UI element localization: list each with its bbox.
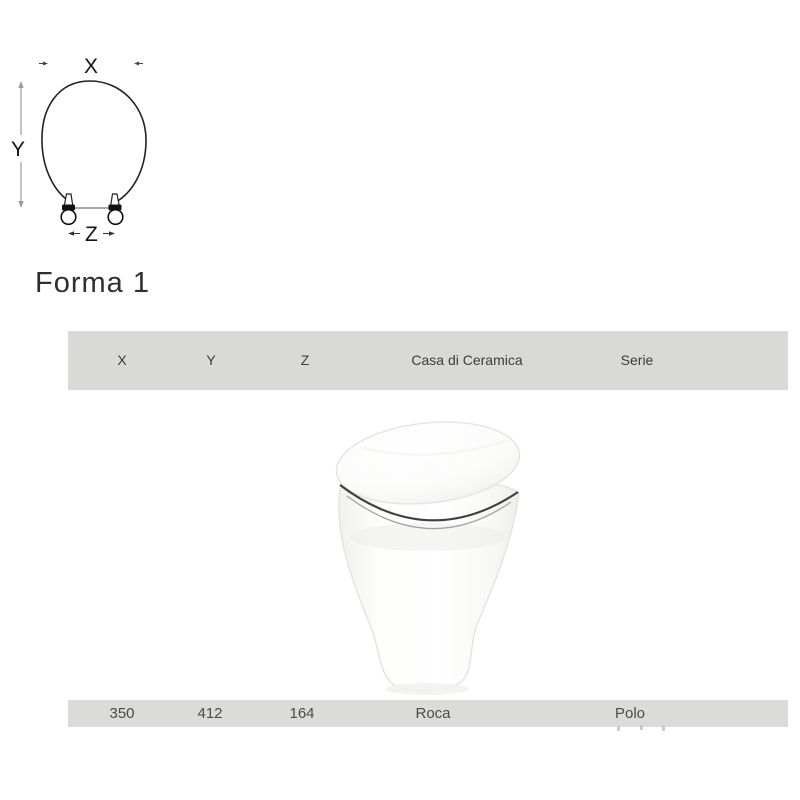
clipped-text-fragment xyxy=(662,726,665,731)
header-col-z: Z xyxy=(300,352,310,368)
clipped-text-fragment xyxy=(617,726,620,731)
diagram-y-label: Y xyxy=(11,138,26,161)
header-col-serie: Serie xyxy=(620,352,654,368)
left-hinge-bolt xyxy=(61,210,76,225)
seat-dimension-diagram xyxy=(0,40,180,250)
spec-table-header xyxy=(68,331,788,390)
row-value-z: 164 xyxy=(289,705,315,722)
header-col-y: Y xyxy=(206,352,216,368)
toilet-bowl-body xyxy=(339,478,519,691)
foot-shade xyxy=(385,683,469,695)
row-value-casa-di-ceramica: Roca xyxy=(415,705,451,722)
clipped-text-fragment xyxy=(640,725,643,730)
shape-title: Forma 1 xyxy=(35,267,150,299)
diagram-x-label: X xyxy=(84,55,99,78)
seat-outline xyxy=(42,81,146,202)
diagram-z-label: Z xyxy=(85,223,98,246)
spec-table-row xyxy=(68,700,788,727)
header-col-casa-di-ceramica: Casa di Ceramica xyxy=(411,352,523,368)
right-hinge-bolt xyxy=(108,210,123,225)
product-photo-toilet xyxy=(300,405,560,705)
row-value-serie: Polo xyxy=(614,705,646,722)
bowl-underseat-shade xyxy=(350,523,506,551)
header-col-x: X xyxy=(117,352,127,368)
row-value-y: 412 xyxy=(197,705,223,722)
row-value-x: 350 xyxy=(109,705,135,722)
